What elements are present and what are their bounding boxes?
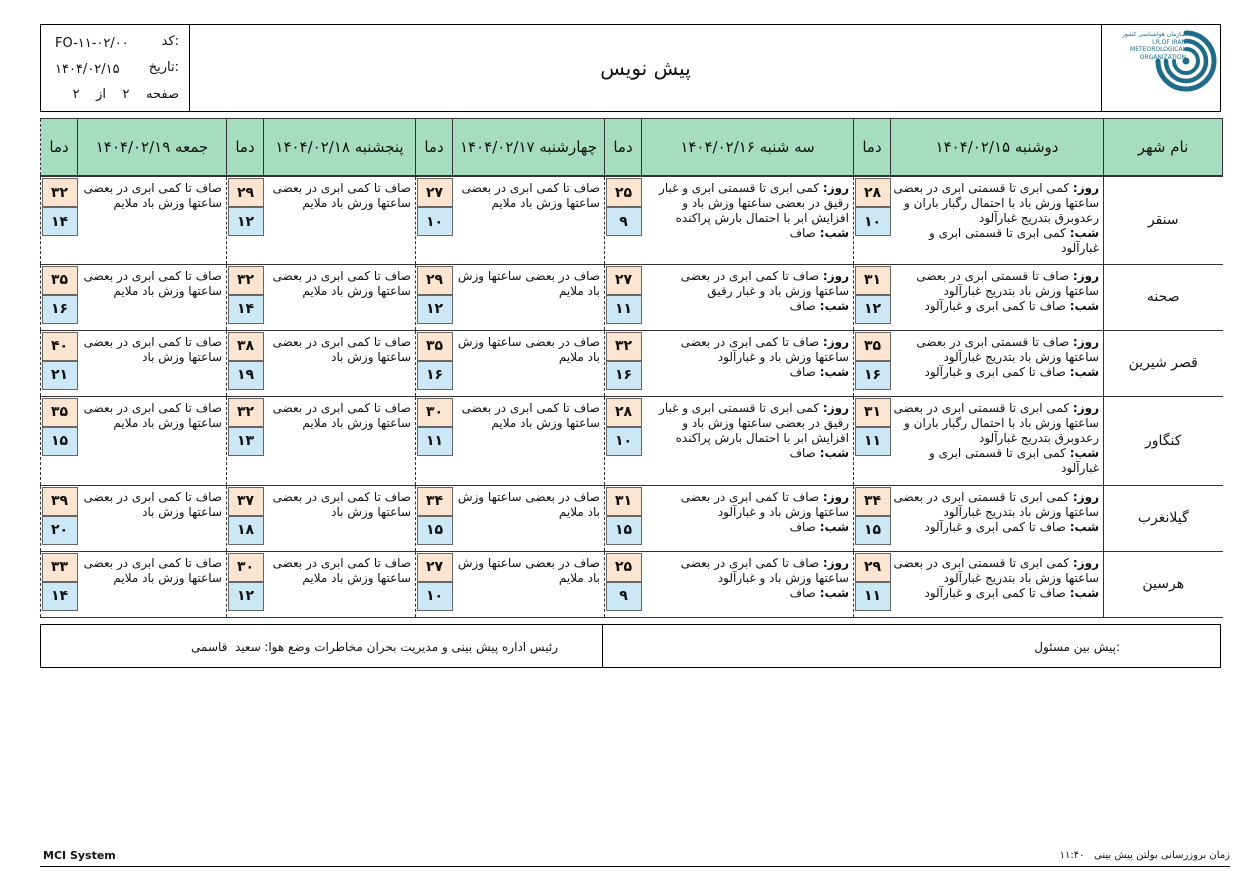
night-text: صاف تا کمی ابری و غبارآلود [924, 298, 1066, 313]
forecast-text: صاف تا کمی ابری در بعضی ساعتها وزش باد ملایم [83, 268, 222, 298]
day-forecast [893, 269, 1100, 299]
col-header-day: دوشنبه ۱۴۰۴/۰۲/۱۵ [891, 119, 1104, 177]
night-text: صاف [789, 445, 816, 460]
night-label: شب: [819, 585, 849, 600]
max-temp: ۳۱ [855, 398, 891, 427]
temperature-cell [227, 330, 264, 396]
forecast-description [453, 264, 605, 330]
col-header-day: پنجشنبه ۱۴۰۴/۰۲/۱۸ [264, 119, 416, 177]
table-row [41, 485, 1223, 551]
day-forecast [644, 269, 850, 299]
forecast-text: صاف تا کمی ابری در بعضی ساعتها وزش باد ملایم [272, 268, 411, 298]
night-text: صاف تا کمی ابری و غبارآلود [924, 519, 1066, 534]
min-temp: ۲۰ [42, 516, 78, 545]
day-text: کمی ابری تا قسمتی ابری در بعضی ساعتها وزش باد با احتمال رگبار باران و رعدوبرق بتدریج غبارآلود [893, 400, 1099, 445]
forecast-description [642, 551, 854, 617]
temperature-cell [605, 264, 642, 330]
day-label: روز: [1072, 489, 1099, 504]
day-forecast [644, 490, 850, 520]
min-temp: ۱۵ [42, 427, 78, 456]
table-row [41, 330, 1223, 396]
city-name: صحنه [1104, 264, 1223, 330]
night-text: کمی ابری تا قسمتی ابری و غبارآلود [928, 226, 1099, 255]
forecast-text: صاف تا کمی ابری در بعضی ساعتها وزش باد [83, 489, 222, 519]
max-temp: ۲۵ [606, 553, 642, 582]
day-text: صاف تا کمی ابری در بعضی ساعتها وزش باد و غبار رقیق [680, 268, 849, 298]
forecast-text: صاف در بعضی ساعتها وزش باد ملایم [457, 489, 600, 519]
signature-divider [602, 625, 603, 667]
temperature-cell [605, 330, 642, 396]
forecast-text: صاف تا کمی ابری در بعضی ساعتها وزش باد [272, 334, 411, 364]
max-temp: ۳۳ [42, 553, 78, 582]
min-temp: ۱۰ [855, 207, 891, 236]
day-label: روز: [822, 400, 849, 415]
night-forecast [893, 586, 1100, 601]
department-head-label: رئیس اداره پیش بینی و مدیریت بحران مخاطرات وضع هوا: [264, 640, 558, 654]
page-of: از [96, 87, 106, 102]
day-label: روز: [822, 334, 849, 349]
night-label: شب: [1069, 298, 1099, 313]
forecast-description [453, 396, 605, 485]
max-temp: ۳۰ [228, 553, 264, 582]
night-text: صاف [789, 298, 816, 313]
night-forecast [893, 520, 1100, 535]
day-text: کمی ابری تا قسمتی ابری در بعضی ساعتها وزش باد بتدریج غبارآلود [893, 555, 1099, 585]
day-label: روز: [1072, 334, 1099, 349]
min-temp: ۱۶ [606, 361, 642, 390]
forecast-description [78, 485, 227, 551]
max-temp: ۳۹ [42, 487, 78, 516]
max-temp: ۳۲ [228, 266, 264, 295]
min-temp: ۱۱ [417, 427, 453, 456]
day-label: روز: [822, 555, 849, 570]
forecast-description [264, 176, 416, 264]
logo-line: سازمان هواشناسی کشور [1122, 31, 1186, 38]
day-text: صاف تا کمی ابری در بعضی ساعتها وزش باد و غبارآلود [680, 489, 849, 519]
date-label: تاریخ: [148, 60, 179, 75]
temperature-cell [854, 396, 891, 485]
temperature-cell [416, 330, 453, 396]
logo-line: ORGANIZATION [1139, 53, 1186, 61]
forecast-description [78, 396, 227, 485]
temperature-cell [41, 485, 78, 551]
temperature-cell [605, 551, 642, 617]
page-title: پیش نویس [600, 56, 691, 80]
max-temp: ۳۵ [417, 332, 453, 361]
night-forecast [644, 586, 850, 601]
min-temp: ۱۶ [42, 295, 78, 324]
city-name: سنقر [1104, 176, 1223, 264]
city-name: قصر شیرین [1104, 330, 1223, 396]
max-temp: ۳۵ [42, 266, 78, 295]
forecast-text: صاف تا کمی ابری در بعضی ساعتها وزش باد [83, 334, 222, 364]
department-head-name: سعید قاسمی [191, 640, 261, 654]
night-label: شب: [819, 445, 849, 460]
max-temp: ۳۲ [606, 332, 642, 361]
forecast-description [891, 330, 1104, 396]
night-label: شب: [1069, 226, 1099, 240]
max-temp: ۲۹ [228, 178, 264, 207]
max-temp: ۳۰ [417, 398, 453, 427]
min-temp: ۱۶ [855, 361, 891, 390]
col-header-day: چهارشنبه ۱۴۰۴/۰۲/۱۷ [453, 119, 605, 177]
forecast-text: صاف در بعضی ساعتها وزش باد ملایم [457, 555, 600, 585]
update-time-info [1060, 850, 1230, 861]
max-temp: ۳۱ [855, 266, 891, 295]
max-temp: ۲۷ [417, 553, 453, 582]
forecast-description [78, 264, 227, 330]
code-label: کد: [161, 34, 179, 49]
forecast-text: صاف تا کمی ابری در بعضی ساعتها وزش باد ملایم [272, 181, 411, 210]
night-label: شب: [819, 364, 849, 379]
temperature-cell [605, 485, 642, 551]
day-label: روز: [1072, 400, 1099, 415]
temperature-cell [854, 176, 891, 264]
table-row [41, 264, 1223, 330]
update-time: ۱۱:۴۰ [1059, 850, 1085, 861]
col-header-temp: دما [416, 119, 453, 177]
min-temp: ۱۵ [606, 516, 642, 545]
forecast-text: صاف تا کمی ابری در بعضی ساعتها وزش باد ملایم [461, 400, 600, 430]
logo [1101, 25, 1220, 111]
night-forecast [644, 446, 850, 461]
min-temp: ۱۴ [42, 582, 78, 611]
document-info-box [41, 25, 190, 111]
forecast-description [264, 551, 416, 617]
min-temp: ۱۲ [855, 295, 891, 324]
night-text: صاف تا کمی ابری و غبارآلود [924, 364, 1066, 379]
min-temp: ۱۲ [228, 582, 264, 611]
day-text: صاف تا قسمتی ابری در بعضی ساعتها وزش باد بتدریج غبارآلود [916, 268, 1099, 298]
forecast-description [891, 551, 1104, 617]
night-forecast [644, 226, 850, 241]
temperature-cell [227, 551, 264, 617]
day-label: روز: [1072, 555, 1099, 570]
day-forecast [893, 401, 1100, 446]
table-row [41, 551, 1223, 617]
max-temp: ۲۵ [606, 178, 642, 207]
min-temp: ۹ [606, 582, 642, 611]
forecast-text: صاف در بعضی ساعتها وزش باد ملایم [457, 268, 600, 298]
table-header-row [41, 119, 1223, 177]
temperature-cell [605, 396, 642, 485]
forecast-description [642, 396, 854, 485]
system-name: MCI System [43, 849, 116, 862]
night-label: شب: [819, 298, 849, 313]
day-text: صاف تا کمی ابری در بعضی ساعتها وزش باد و غبارآلود [680, 334, 849, 364]
min-temp: ۱۱ [855, 427, 891, 456]
max-temp: ۳۵ [42, 398, 78, 427]
col-header-temp: دما [227, 119, 264, 177]
night-forecast [644, 299, 850, 314]
forecast-description [78, 330, 227, 396]
min-temp: ۱۲ [228, 207, 264, 236]
forecast-description [891, 176, 1104, 264]
night-forecast [893, 446, 1100, 476]
night-label: شب: [1069, 585, 1099, 600]
city-name: کنگاور [1104, 396, 1223, 485]
max-temp: ۴۰ [42, 332, 78, 361]
max-temp: ۳۲ [42, 178, 78, 207]
temperature-cell [854, 264, 891, 330]
day-text: کمی ابری تا قسمتی ابری در بعضی ساعتها وزش باد بتدریج غبارآلود [893, 489, 1099, 519]
max-temp: ۳۷ [228, 487, 264, 516]
day-forecast [644, 181, 850, 226]
night-label: شب: [1069, 364, 1099, 379]
max-temp: ۲۷ [606, 266, 642, 295]
day-text: صاف تا قسمتی ابری در بعضی ساعتها وزش باد بتدریج غبارآلود [916, 334, 1099, 364]
day-label: روز: [822, 268, 849, 283]
forecast-text: صاف تا کمی ابری در بعضی ساعتها وزش باد [272, 489, 411, 519]
forecast-text: صاف تا کمی ابری در بعضی ساعتها وزش باد ملایم [272, 400, 411, 430]
code-value: FO-۱۱-۰۲/۰۰ [55, 36, 129, 51]
forecast-description [264, 264, 416, 330]
page-number: ۲ [122, 87, 130, 102]
forecast-description [642, 176, 854, 264]
day-forecast [893, 490, 1100, 520]
city-name: هرسین [1104, 551, 1223, 617]
forecast-description [642, 264, 854, 330]
temperature-cell [41, 551, 78, 617]
forecast-description [642, 330, 854, 396]
col-header-temp: دما [605, 119, 642, 177]
day-forecast [644, 401, 850, 446]
forecast-text: صاف تا کمی ابری در بعضی ساعتها وزش باد ملایم [272, 555, 411, 585]
day-forecast [644, 335, 850, 365]
forecast-text: صاف تا کمی ابری در بعضی ساعتها وزش باد ملایم [83, 181, 222, 210]
temperature-cell [854, 485, 891, 551]
day-forecast [644, 556, 850, 586]
max-temp: ۲۸ [855, 178, 891, 207]
night-forecast [893, 299, 1100, 314]
night-text: کمی ابری تا قسمتی ابری و غبارآلود [928, 445, 1099, 475]
forecast-description [453, 485, 605, 551]
day-forecast [893, 556, 1100, 586]
temperature-cell [41, 330, 78, 396]
forecast-description [78, 551, 227, 617]
day-forecast [893, 335, 1100, 365]
page-label: صفحه [146, 87, 179, 102]
forecast-text: صاف تا کمی ابری در بعضی ساعتها وزش باد ملایم [83, 400, 222, 430]
night-forecast [893, 226, 1100, 256]
temperature-cell [227, 264, 264, 330]
night-forecast [644, 365, 850, 380]
update-label: زمان بروزرسانی بولتن پیش بینی [1094, 850, 1230, 861]
max-temp: ۲۷ [417, 178, 453, 207]
night-forecast [893, 365, 1100, 380]
night-text: صاف [789, 364, 816, 379]
temperature-cell [227, 176, 264, 264]
night-forecast [644, 520, 850, 535]
forecast-description [453, 551, 605, 617]
forecast-description [264, 485, 416, 551]
forecast-description [891, 396, 1104, 485]
temperature-cell [416, 176, 453, 264]
forecast-description [891, 264, 1104, 330]
day-label: روز: [822, 181, 849, 195]
min-temp: ۱۵ [417, 516, 453, 545]
min-temp: ۲۱ [42, 361, 78, 390]
logo-line: I.R.OF IRAN [1152, 38, 1186, 46]
col-header-temp: دما [41, 119, 78, 177]
forecast-description [453, 176, 605, 264]
min-temp: ۱۴ [42, 207, 78, 236]
footer-divider [40, 866, 1230, 867]
max-temp: ۳۸ [228, 332, 264, 361]
forecast-text: صاف در بعضی ساعتها وزش باد ملایم [457, 334, 600, 364]
night-text: صاف [789, 519, 816, 534]
min-temp: ۹ [606, 207, 642, 236]
night-text: صاف [789, 585, 816, 600]
max-temp: ۲۹ [855, 553, 891, 582]
temperature-cell [416, 264, 453, 330]
forecast-description [453, 330, 605, 396]
min-temp: ۱۸ [228, 516, 264, 545]
min-temp: ۱۲ [417, 295, 453, 324]
temperature-cell [41, 264, 78, 330]
max-temp: ۲۸ [606, 398, 642, 427]
day-text: کمی ابری تا قسمتی ابری و غبار رقیق در بعضی ساعتها وزش باد و افزایش ابر با احتمال بارش پراکنده [659, 181, 849, 225]
temperature-cell [416, 551, 453, 617]
max-temp: ۳۲ [228, 398, 264, 427]
forecast-description [642, 485, 854, 551]
day-label: روز: [822, 489, 849, 504]
temperature-cell [416, 485, 453, 551]
forecast-table [40, 118, 1223, 618]
night-text: صاف [789, 226, 816, 240]
day-label: روز: [1072, 268, 1099, 283]
temperature-cell [416, 396, 453, 485]
forecast-text: صاف تا کمی ابری در بعضی ساعتها وزش باد ملایم [83, 555, 222, 585]
table-row [41, 176, 1223, 264]
temperature-cell [605, 176, 642, 264]
min-temp: ۱۴ [228, 295, 264, 324]
night-label: شب: [819, 519, 849, 534]
min-temp: ۱۳ [228, 427, 264, 456]
date-value: ۱۴۰۴/۰۲/۱۵ [55, 62, 120, 77]
forecast-description [78, 176, 227, 264]
max-temp: ۳۴ [417, 487, 453, 516]
max-temp: ۲۹ [417, 266, 453, 295]
logo-text [1122, 31, 1186, 61]
day-forecast [893, 181, 1100, 226]
temperature-cell [854, 330, 891, 396]
min-temp: ۱۰ [606, 427, 642, 456]
table-row [41, 396, 1223, 485]
temperature-cell [41, 176, 78, 264]
night-label: شب: [819, 226, 849, 240]
signature-box [40, 624, 1221, 668]
temperature-cell [227, 485, 264, 551]
min-temp: ۱۰ [417, 582, 453, 611]
min-temp: ۱۶ [417, 361, 453, 390]
col-header-day: سه شنبه ۱۴۰۴/۰۲/۱۶ [642, 119, 854, 177]
page-total: ۲ [72, 87, 80, 102]
day-text: صاف تا کمی ابری در بعضی ساعتها وزش باد و غبارآلود [680, 555, 849, 585]
temperature-cell [854, 551, 891, 617]
col-header-day: جمعه ۱۴۰۴/۰۲/۱۹ [78, 119, 227, 177]
max-temp: ۳۱ [606, 487, 642, 516]
col-header-temp: دما [854, 119, 891, 177]
forecast-description [891, 485, 1104, 551]
forecast-description [264, 396, 416, 485]
logo-line: METEOROLOGICAL [1130, 46, 1186, 53]
document-header [40, 24, 1221, 112]
max-temp: ۳۴ [855, 487, 891, 516]
forecaster-label: پیش بین مسئول: [1034, 640, 1120, 654]
min-temp: ۱۹ [228, 361, 264, 390]
night-label: شب: [1069, 519, 1099, 534]
day-text: کمی ابری تا قسمتی ابری و غبار رقیق در بعضی ساعتها وزش باد و افزایش ابر با احتمال بارش پراکنده [659, 400, 849, 445]
min-temp: ۱۵ [855, 516, 891, 545]
temperature-cell [227, 396, 264, 485]
page-indicator [73, 87, 179, 102]
max-temp: ۳۵ [855, 332, 891, 361]
night-label: شب: [1069, 445, 1099, 460]
city-name: گیلانغرب [1104, 485, 1223, 551]
night-text: صاف تا کمی ابری و غبارآلود [924, 585, 1066, 600]
forecast-description [264, 330, 416, 396]
min-temp: ۱۱ [855, 582, 891, 611]
forecast-text: صاف تا کمی ابری در بعضی ساعتها وزش باد ملایم [461, 181, 600, 210]
col-header-city: نام شهر [1104, 119, 1223, 177]
day-label: روز: [1072, 181, 1099, 195]
day-text: کمی ابری تا قسمتی ابری در بعضی ساعتها وزش باد با احتمال رگبار باران و رعدوبرق بتدریج غبارآلود [893, 181, 1099, 225]
temperature-cell [41, 396, 78, 485]
min-temp: ۱۱ [606, 295, 642, 324]
min-temp: ۱۰ [417, 207, 453, 236]
